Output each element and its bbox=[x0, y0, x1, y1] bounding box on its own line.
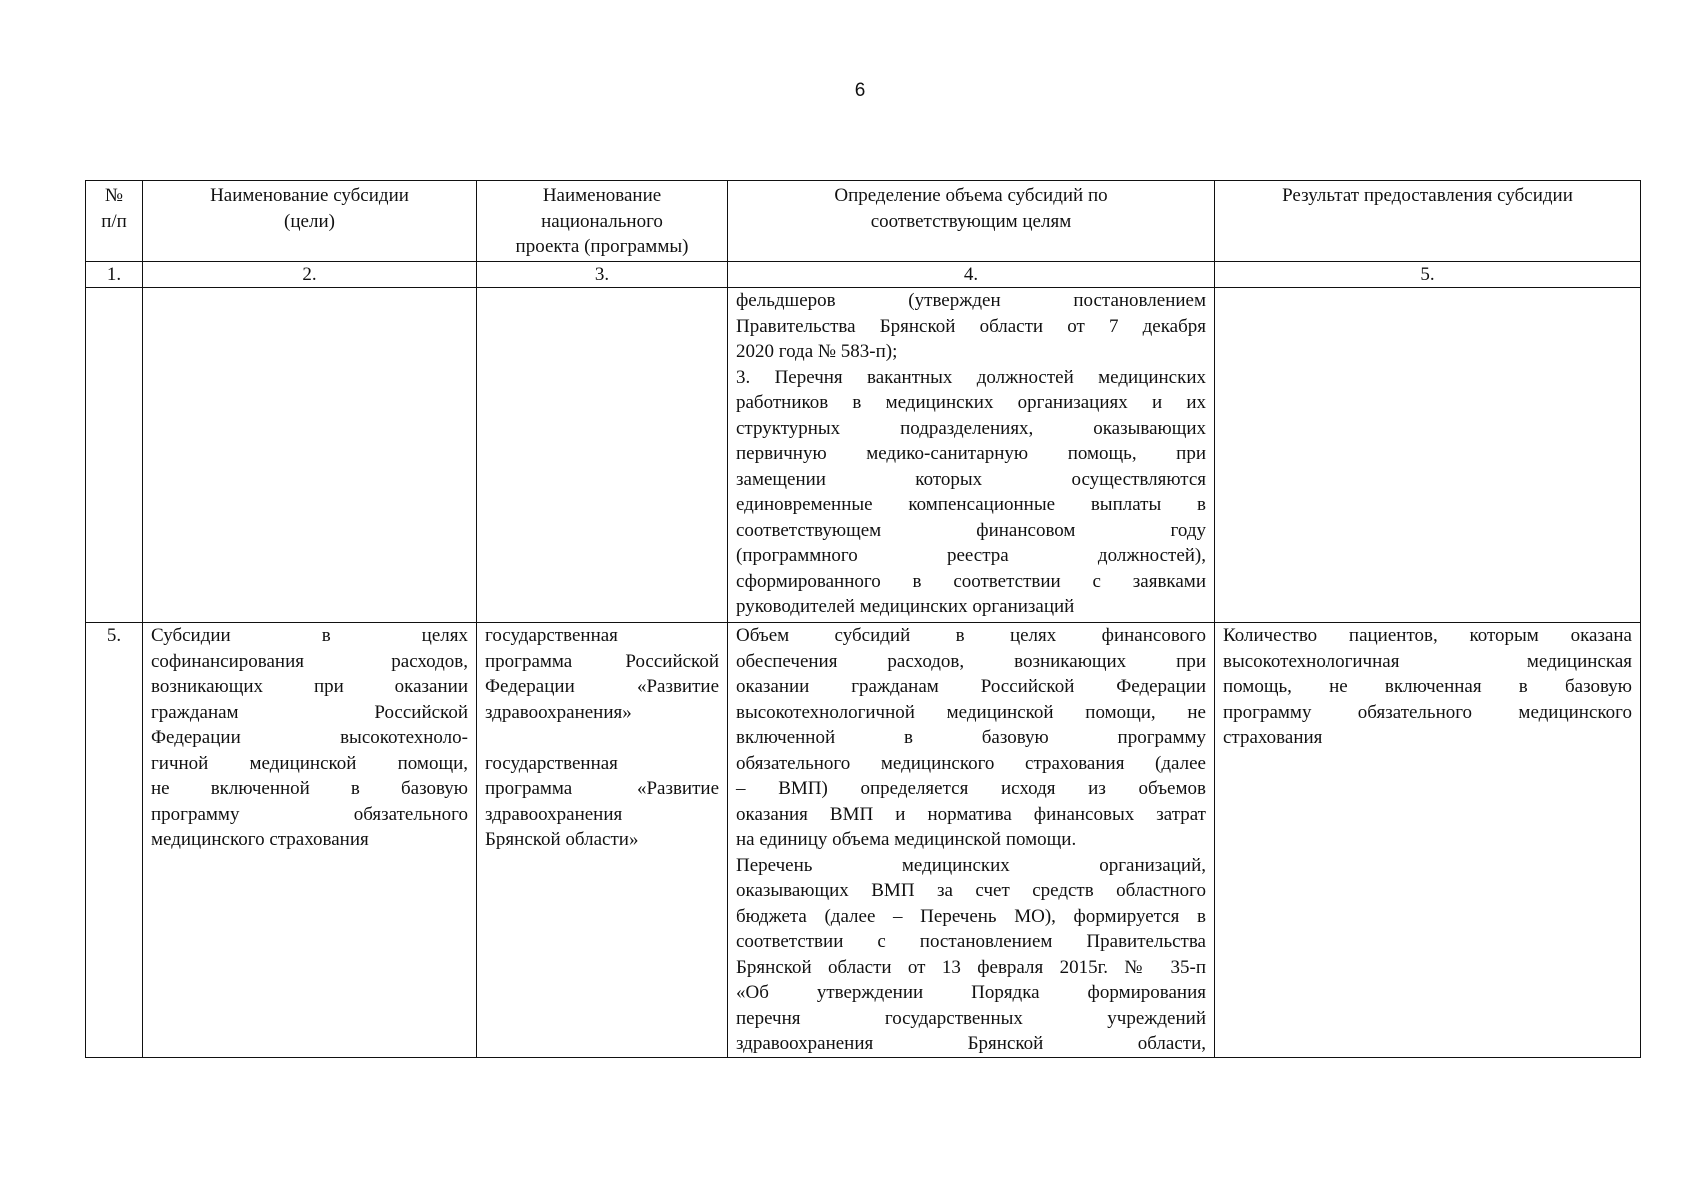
text-line: медицинского страхования bbox=[151, 829, 369, 850]
row5-result-text bbox=[1223, 623, 1632, 751]
text-line: соответствии с постановлением Правительства bbox=[736, 931, 1206, 952]
header-subsidy-name bbox=[143, 181, 477, 262]
header-volume-definition bbox=[728, 181, 1215, 262]
cont-project-cell bbox=[477, 288, 728, 623]
row5-number: 5. bbox=[86, 623, 143, 1058]
text-line: программа Российской bbox=[485, 650, 719, 672]
header-line: № bbox=[104, 185, 124, 206]
column-number-3: 3. bbox=[477, 262, 728, 288]
text-line: «Об утверждении Порядка формирования bbox=[736, 982, 1206, 1003]
text-line: первичную медико-санитарную помощь, при bbox=[736, 443, 1206, 464]
text-line: Субсидии в целях bbox=[151, 625, 468, 646]
text-line: фельдшеров (утвержден постановлением bbox=[736, 290, 1206, 311]
column-number-4: 4. bbox=[728, 262, 1215, 288]
cont-name-cell bbox=[143, 288, 477, 623]
text-line: оказывающих ВМП за счет средств областного bbox=[736, 880, 1206, 901]
text-line: Федерации «Развитие bbox=[485, 676, 719, 697]
row5-subsidy-name bbox=[151, 623, 468, 853]
text-line: перечня государственных учреждений bbox=[736, 1007, 1206, 1029]
text-line: здравоохранения bbox=[485, 803, 623, 825]
text-line: на единицу объема медицинской помощи. bbox=[736, 829, 1077, 850]
text-line: Количество пациентов, которым оказана bbox=[1223, 625, 1632, 646]
text-line: государственная bbox=[485, 752, 618, 774]
subsidy-table bbox=[85, 180, 1641, 1058]
text-line: (программного реестра должностей), bbox=[736, 545, 1206, 566]
text-line: Брянской области» bbox=[485, 829, 639, 850]
text-line: Брянской области от 13 февраля 2015г. № 35-п bbox=[736, 956, 1206, 978]
header-line: национального bbox=[541, 210, 663, 232]
row5-name-cell bbox=[143, 623, 477, 1058]
cont-definition-text bbox=[736, 288, 1206, 620]
text-line: софинансирования расходов, bbox=[151, 650, 468, 672]
text-line: обеспечения расходов, возникающих при bbox=[736, 650, 1206, 672]
row5-definition-cell bbox=[728, 623, 1215, 1058]
header-number bbox=[86, 181, 143, 262]
text-line: 3. Перечня вакантных должностей медицинских bbox=[736, 366, 1206, 388]
text-line: Перечень медицинских организаций, bbox=[736, 854, 1206, 876]
header-line: Наименование bbox=[542, 185, 662, 206]
text-line: Правительства Брянской области от 7 декабря bbox=[736, 315, 1206, 337]
table-header-row bbox=[86, 181, 1641, 262]
header-line: Определение объема субсидий по bbox=[834, 185, 1108, 206]
row5-project-regional bbox=[485, 751, 719, 853]
text-line: помощь, не включенная в базовую bbox=[1223, 676, 1632, 697]
text-line: гичной медицинской помощи, bbox=[151, 752, 468, 774]
page-number: 6 bbox=[854, 80, 866, 101]
text-line: высокотехнологичная медицинская bbox=[1223, 650, 1632, 672]
header-line: Наименование субсидии bbox=[210, 185, 409, 206]
text-line: страхования bbox=[1223, 727, 1323, 748]
text-line: программа «Развитие bbox=[485, 778, 719, 799]
text-line: программу обязательного bbox=[151, 803, 468, 825]
text-line: замещении которых осуществляются bbox=[736, 468, 1206, 490]
text-line: высокотехнологичной медицинской помощи, не bbox=[736, 701, 1206, 723]
text-line: оказании гражданам Российской Федерации bbox=[736, 676, 1206, 697]
text-line: включенной в базовую программу bbox=[736, 727, 1206, 748]
cont-definition-cell bbox=[728, 288, 1215, 623]
cont-number-cell bbox=[86, 288, 143, 623]
column-number-1: 1. bbox=[86, 262, 143, 288]
header-line: проекта (программы) bbox=[515, 236, 689, 257]
table-row-5 bbox=[86, 623, 1641, 1058]
text-line: не включенной в базовую bbox=[151, 778, 468, 799]
row5-definition-text bbox=[736, 623, 1206, 1057]
header-line: Результат предоставления субсидии bbox=[1282, 185, 1573, 206]
text-line: государственная bbox=[485, 625, 618, 646]
text-line: руководителей медицинских организаций bbox=[736, 596, 1075, 617]
header-result bbox=[1215, 181, 1641, 262]
text-line: соответствующем финансовом году bbox=[736, 519, 1206, 541]
header-project-name bbox=[477, 181, 728, 262]
text-line: сформированного в соответствии с заявками bbox=[736, 570, 1206, 592]
text-line: оказания ВМП и норматива финансовых затрат bbox=[736, 803, 1206, 825]
column-number-2: 2. bbox=[143, 262, 477, 288]
header-line: соответствующим целям bbox=[870, 210, 1072, 232]
row5-project-cell bbox=[477, 623, 728, 1058]
text-line: обязательного медицинского страхования (далее bbox=[736, 752, 1206, 774]
text-line: единовременные компенсационные выплаты в bbox=[736, 494, 1206, 515]
text-line: здравоохранения Брянской области, bbox=[736, 1033, 1206, 1054]
header-line: (цели) bbox=[284, 210, 335, 232]
text-line: здравоохранения» bbox=[485, 701, 632, 723]
text-line: возникающих при оказании bbox=[151, 676, 468, 697]
text-line: – ВМП) определяется исходя из объемов bbox=[736, 778, 1206, 799]
text-line: гражданам Российской bbox=[151, 701, 468, 723]
text-line: программу обязательного медицинского bbox=[1223, 701, 1632, 723]
column-number-5: 5. bbox=[1215, 262, 1641, 288]
table-row-continued bbox=[86, 288, 1641, 623]
row5-project-federal bbox=[485, 623, 719, 725]
header-line: п/п bbox=[101, 210, 127, 232]
text-line: бюджета (далее – Перечень МО), формируется в bbox=[736, 905, 1206, 927]
text-line: структурных подразделениях, оказывающих bbox=[736, 417, 1206, 439]
row5-result-cell bbox=[1215, 623, 1641, 1058]
text-line: работников в медицинских организациях и их bbox=[736, 392, 1206, 413]
text-line: Объем субсидий в целях финансового bbox=[736, 625, 1206, 646]
cont-result-cell bbox=[1215, 288, 1641, 623]
column-number-row bbox=[86, 262, 1641, 288]
text-line: Федерации высокотехноло- bbox=[151, 727, 468, 748]
text-line: 2020 года № 583-п); bbox=[736, 341, 898, 362]
